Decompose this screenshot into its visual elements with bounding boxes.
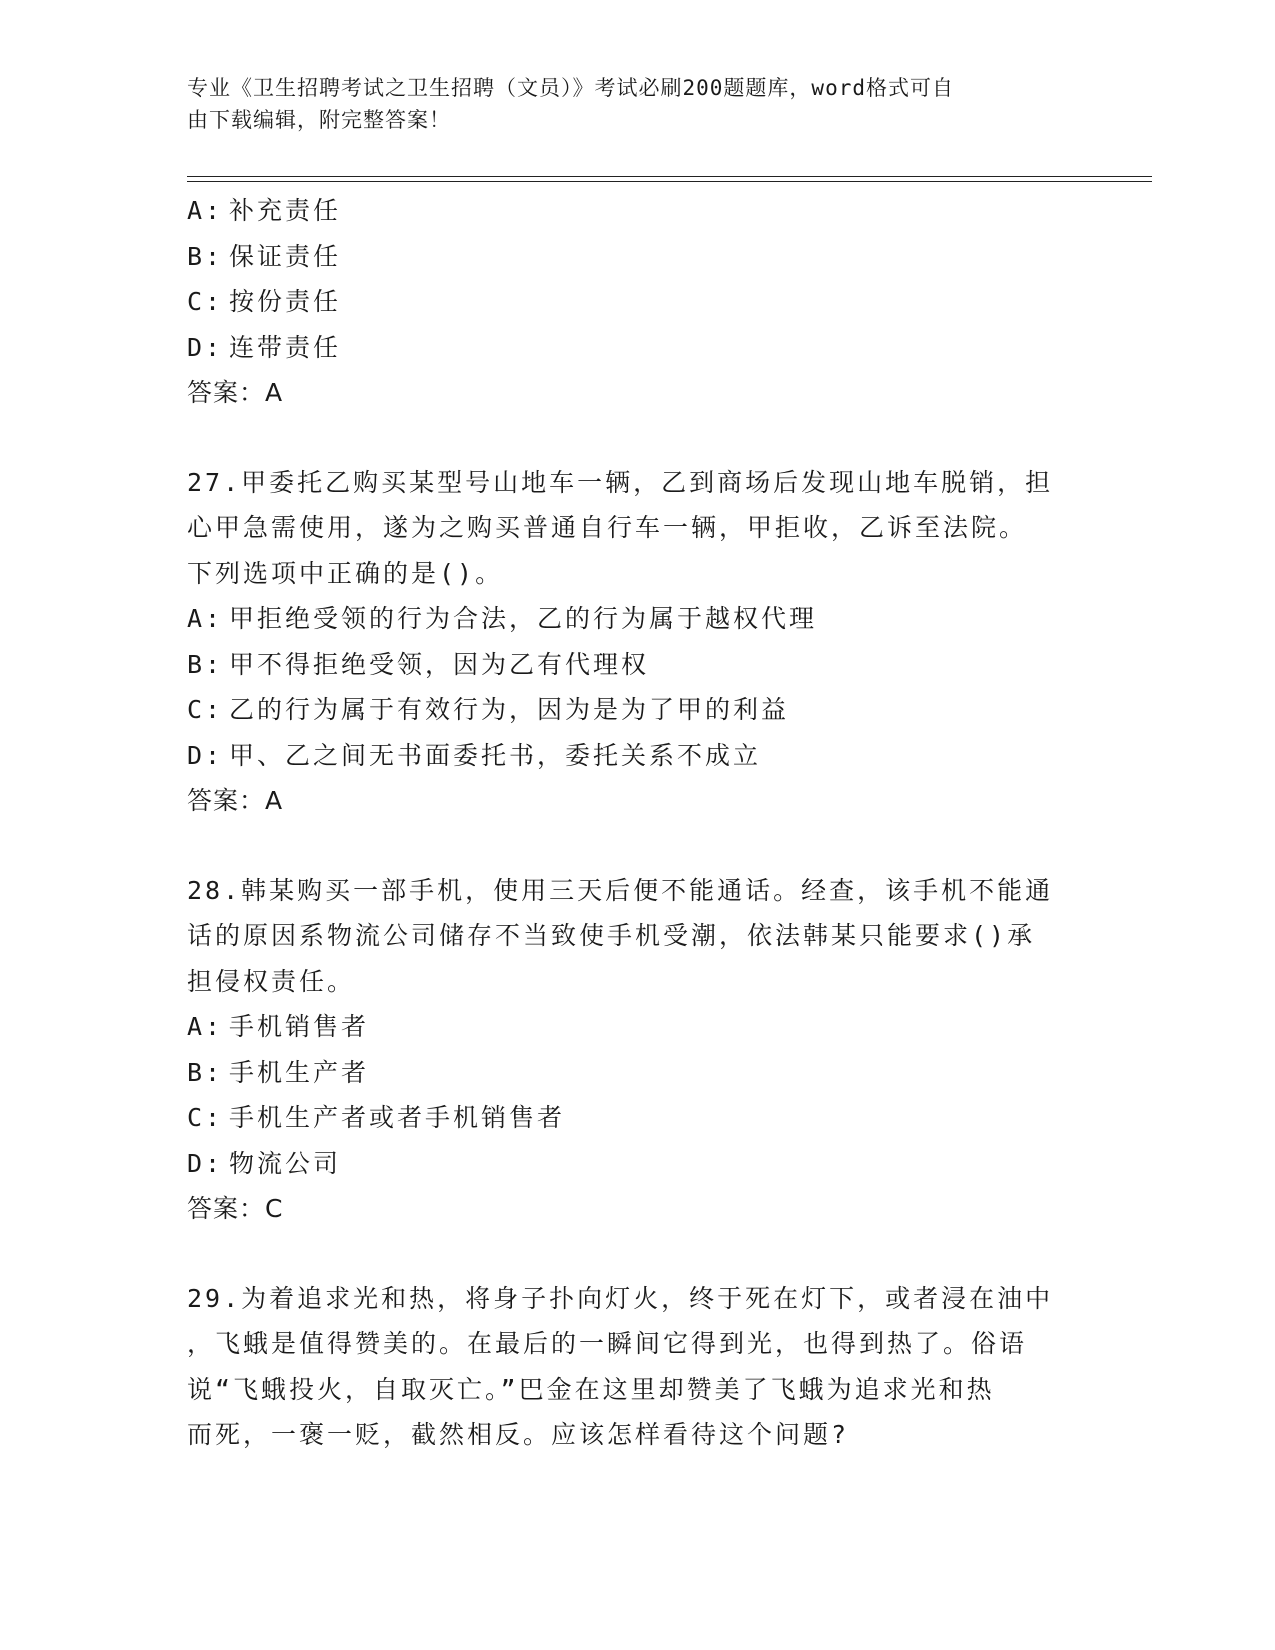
question-27 <box>187 460 1087 824</box>
document-header <box>187 72 1077 136</box>
question-text-line: 担侵权责任。 <box>187 966 356 996</box>
answer: 答案：A <box>187 786 284 815</box>
option-b: B: 手机生产者 <box>187 1057 370 1087</box>
option-b: B: 保证责任 <box>187 241 342 271</box>
option-d: D: 物流公司 <box>187 1148 342 1178</box>
header-line-2: 由下载编辑，附完整答案！ <box>187 108 451 132</box>
question-28 <box>187 868 1087 1232</box>
option-c: C: 手机生产者或者手机销售者 <box>187 1103 566 1132</box>
option-b: B: 甲不得拒绝受领，因为乙有代理权 <box>187 649 650 679</box>
option-d: D: 甲、乙之间无书面委托书，委托关系不成立 <box>187 740 762 770</box>
question-text-line: 话的原因系物流公司储存不当致使手机受潮，依法韩某只能要求()承 <box>187 921 1036 950</box>
question-text-line: 下列选项中正确的是()。 <box>187 558 504 588</box>
option-c: C: 按份责任 <box>187 287 342 316</box>
question-29 <box>187 1276 1087 1458</box>
option-c: C: 乙的行为属于有效行为，因为是为了甲的利益 <box>187 695 790 724</box>
option-d: D: 连带责任 <box>187 332 342 362</box>
option-a: A: 甲拒绝受领的行为合法，乙的行为属于越权代理 <box>187 604 818 633</box>
question-text-line: 29.为着追求光和热，将身子扑向灯火，终于死在灯下，或者浸在油中 <box>187 1283 1054 1313</box>
question-text-line: 心甲急需使用，遂为之购买普通自行车一辆，甲拒收，乙诉至法院。 <box>187 513 1028 542</box>
question-text-line: 28.韩某购买一部手机，使用三天后便不能通话。经查，该手机不能通 <box>187 875 1054 905</box>
option-a: A: 补充责任 <box>187 196 342 225</box>
option-a: A: 手机销售者 <box>187 1012 370 1041</box>
question-text-line: 27.甲委托乙购买某型号山地车一辆，乙到商场后发现山地车脱销，担 <box>187 467 1054 497</box>
answer: 答案：A <box>187 378 284 407</box>
header-line-1: 专业《卫生招聘考试之卫生招聘（文员）》考试必刷200题题库，word格式可自 <box>187 76 954 100</box>
question-text-line: 说“飞蛾投火，自取灭亡。”巴金在这里却赞美了飞蛾为追求光和热 <box>187 1374 995 1404</box>
header-rule-top <box>187 176 1152 177</box>
answer: 答案：C <box>187 1194 284 1223</box>
header-rule-bottom <box>187 181 1152 182</box>
question-26 <box>187 188 1087 416</box>
question-text-line: ，飞蛾是值得赞美的。在最后的一瞬间它得到光，也得到热了。俗语 <box>187 1329 1028 1358</box>
question-content <box>187 188 1087 1458</box>
question-text-line: 而死，一褒一贬，截然相反。应该怎样看待这个问题? <box>187 1420 850 1449</box>
